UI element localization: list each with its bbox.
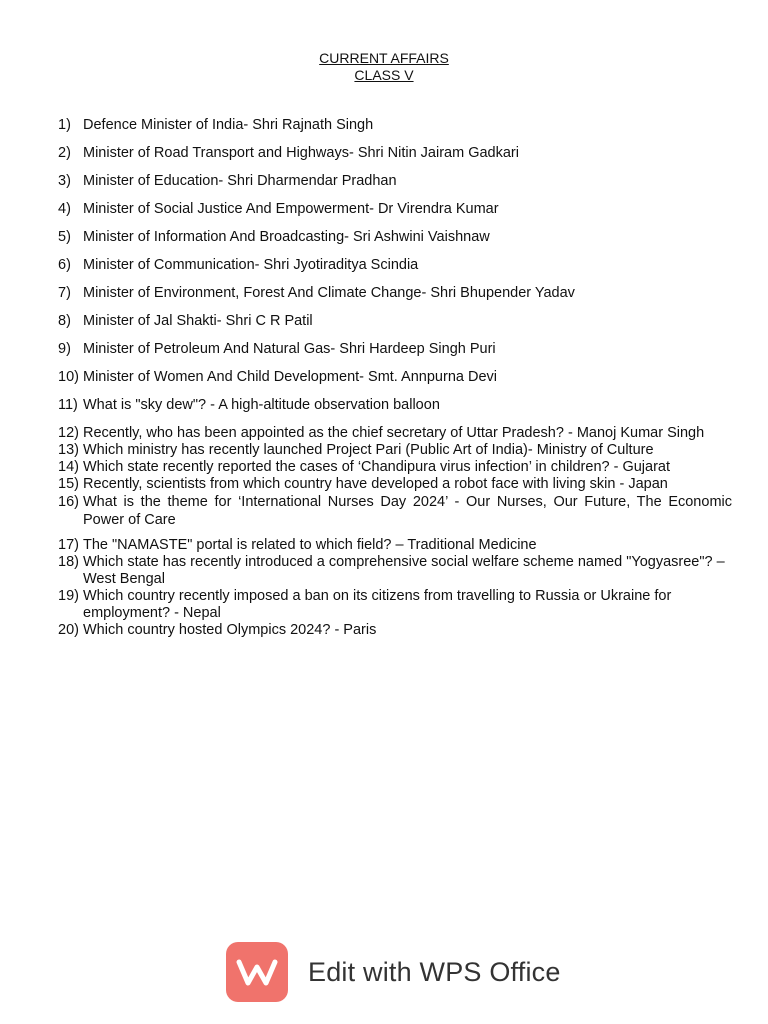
item-text: Minister of Social Justice And Empowerment- Dr Virendra Kumar bbox=[83, 201, 499, 217]
item-text: Which country hosted Olympics 2024? - Paris bbox=[83, 622, 377, 638]
item-number: 15) bbox=[58, 476, 79, 492]
item-number: 16) bbox=[58, 494, 79, 510]
item-number: 5) bbox=[58, 229, 71, 245]
wps-logo-icon bbox=[226, 942, 288, 1002]
item-number: 13) bbox=[58, 442, 79, 458]
list-item bbox=[58, 257, 732, 274]
item-text: What is "sky dew"? - A high-altitude observation balloon bbox=[83, 397, 440, 413]
list-item bbox=[58, 588, 732, 622]
item-number: 20) bbox=[58, 622, 79, 638]
list-item bbox=[58, 397, 732, 414]
item-text: Recently, scientists from which country have developed a robot face with living skin - Japan bbox=[83, 476, 668, 492]
list-item bbox=[58, 341, 732, 358]
list-item bbox=[58, 459, 732, 476]
item-number: 18) bbox=[58, 554, 79, 570]
list-item bbox=[58, 117, 732, 134]
item-number: 19) bbox=[58, 588, 79, 604]
list-item bbox=[58, 442, 732, 459]
item-text: Which state has recently introduced a comprehensive social welfare scheme named "Yogyasree"? – West Bengal bbox=[83, 554, 725, 587]
item-number: 8) bbox=[58, 313, 71, 329]
item-number: 6) bbox=[58, 257, 71, 273]
item-text: The "NAMASTE" portal is related to which field? – Traditional Medicine bbox=[83, 537, 537, 553]
list-item bbox=[58, 369, 732, 386]
item-number: 10) bbox=[58, 369, 79, 385]
item-text: Defence Minister of India- Shri Rajnath Singh bbox=[83, 117, 374, 133]
list-item bbox=[58, 229, 732, 246]
list-item bbox=[58, 493, 732, 529]
item-text: Which state recently reported the cases of ‘Chandipura virus infection’ in children? - Gujarat bbox=[83, 459, 671, 475]
item-number: 14) bbox=[58, 459, 79, 475]
item-text: Minister of Environment, Forest And Climate Change- Shri Bhupender Yadav bbox=[83, 285, 575, 301]
item-text: Minister of Education- Shri Dharmendar Pradhan bbox=[83, 173, 397, 189]
item-text: Minister of Communication- Shri Jyotiraditya Scindia bbox=[83, 257, 419, 273]
item-number: 1) bbox=[58, 117, 71, 133]
item-number: 4) bbox=[58, 201, 71, 217]
list-item bbox=[58, 425, 732, 442]
list-item bbox=[58, 313, 732, 330]
item-number: 17) bbox=[58, 537, 79, 553]
item-number: 12) bbox=[58, 425, 79, 441]
item-number: 9) bbox=[58, 341, 71, 357]
item-text: Minister of Women And Child Development- Smt. Annpurna Devi bbox=[83, 369, 497, 385]
item-text: Minister of Petroleum And Natural Gas- Shri Hardeep Singh Puri bbox=[83, 341, 496, 357]
list-item bbox=[58, 554, 732, 588]
item-number: 3) bbox=[58, 173, 71, 189]
document-subtitle: CLASS V bbox=[354, 67, 414, 83]
item-text: Which country recently imposed a ban on its citizens from travelling to Russia or Ukraine for employment? - Nepal bbox=[83, 588, 672, 621]
list-item bbox=[58, 537, 732, 554]
list-item bbox=[58, 622, 732, 639]
list-item bbox=[58, 145, 732, 162]
item-number: 7) bbox=[58, 285, 71, 301]
question-list bbox=[58, 117, 732, 639]
document-title: CURRENT AFFAIRS bbox=[319, 50, 449, 66]
document-header bbox=[0, 50, 768, 84]
item-text: Minister of Road Transport and Highways- Shri Nitin Jairam Gadkari bbox=[83, 145, 519, 161]
list-item bbox=[58, 476, 732, 493]
item-text: Which ministry has recently launched Project Pari (Public Art of India)- Ministry of Culture bbox=[83, 442, 654, 458]
list-item bbox=[58, 173, 732, 190]
item-text: Minister of Jal Shakti- Shri C R Patil bbox=[83, 313, 313, 329]
wps-watermark bbox=[226, 942, 566, 1002]
list-item bbox=[58, 285, 732, 302]
wps-watermark-text: Edit with WPS Office bbox=[308, 956, 561, 987]
item-number: 11) bbox=[58, 397, 78, 413]
list-item bbox=[58, 201, 732, 218]
item-text: What is the theme for ‘International Nurses Day 2024’ - Our Nurses, Our Future, The Economic Power of Care bbox=[83, 494, 732, 528]
item-text: Recently, who has been appointed as the chief secretary of Uttar Pradesh? - Manoj Kumar Singh bbox=[83, 425, 705, 441]
item-text: Minister of Information And Broadcasting- Sri Ashwini Vaishnaw bbox=[83, 229, 490, 245]
item-number: 2) bbox=[58, 145, 71, 161]
